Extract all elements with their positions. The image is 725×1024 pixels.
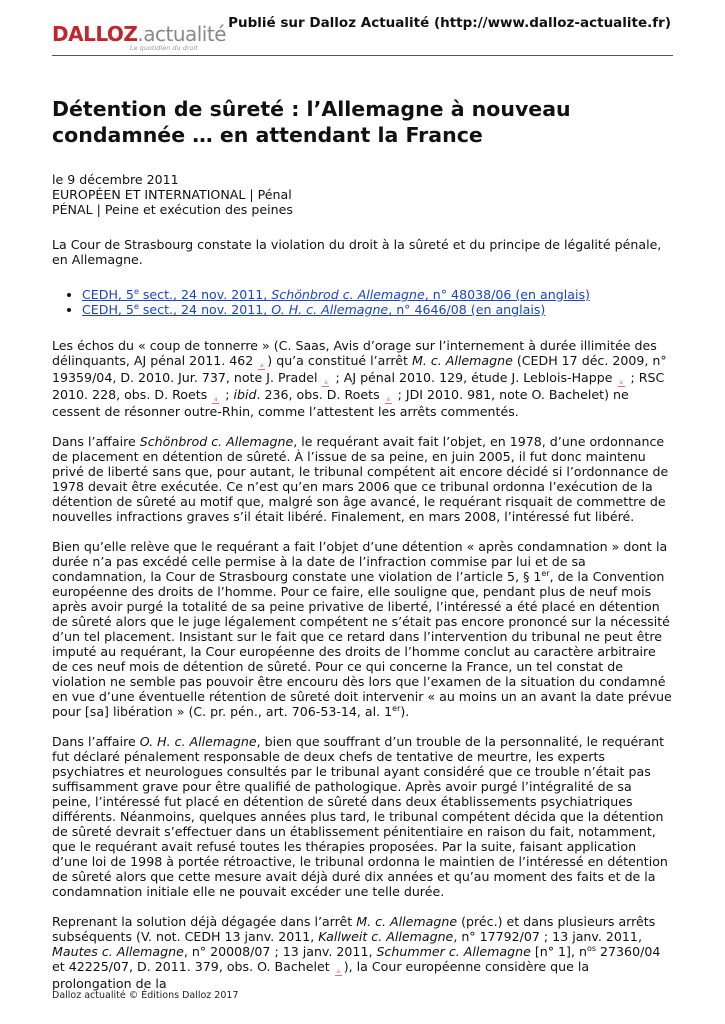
logo-wordmark: [52, 22, 226, 46]
footnote-link-icon[interactable]: a: [259, 362, 264, 369]
header-divider: [52, 55, 673, 56]
article-category-1: EUROPÉEN ET INTERNATIONAL | Pénal: [52, 187, 292, 202]
paragraph-2: Dans l’affaire Schönbrod c. Allemagne, le requérant avait fait l’objet, en 1978, d’une ordonnance de placement en détention de sûreté. À l’issue de sa peine, en juin 2005, il fut donc maintenu privé de liberté sans que, pour autant, le tribunal compétent ait encore décidé si l’ordonnance de 1978 devait être exécutée. Ce n’est qu’en mars 2006 que ce tribunal ordonna l’exécution de la détention de sûreté au motif que, malgré son âge avancé, le requérant risquait de commettre de nouvelles infractions graves s’il était libéré. Finalement, en mars 2008, l’intéressé fut libéré.: [52, 434, 669, 524]
page-footer: Dalloz actualité © Éditions Dalloz 2017: [52, 990, 239, 1001]
footnote-link-icon[interactable]: a: [386, 396, 390, 403]
logo-sub-text: .actualité: [137, 22, 227, 46]
paragraph-3: Bien qu’elle relève que le requérant a fait l’objet d’une détention « après condamnation » dont la durée n’a pas excédé celle permise à la date de l’infraction commise par lui et de sa condamnation, la Cour de Strasbourg constate une violation de l’article 5, § 1er, de la Convention européenne des droits de l’homme. Pour ce faire, elle souligne que, pendant plus de neuf mois après avoir purgé la totalité de sa peine privative de liberté, l’intéressé a été placé en détention de sûreté alors que le juge légalement compétent ne s’était pas encore prononcé sur la nécessité d’un tel placement. Insistant sur le fait que ce retard dans l’intervention du tribunal ne peut être imputé au requérant, la Cour européenne des droits de l’homme conclut au caractère arbitraire de ces neuf mois de détention de sûreté. Pour ce qui concerne la France, un tel constat de violation ne semble pas pouvoir être encouru dès lors que l’examen de la situation du condamné en vue d’une éventuelle rétention de sûreté doit intervenir « au moins un an avant la date prévue pour [sa] libération » (C. pr. pén., art. 706-53-14, al. 1er).: [52, 539, 672, 719]
source-link-item: [82, 302, 672, 317]
article-title: Détention de sûreté : l’Allemagne à nouveau condamnée … en attendant la France: [52, 97, 571, 147]
footnote-link-icon[interactable]: a: [324, 379, 328, 386]
footnote-link-icon[interactable]: a: [213, 396, 218, 403]
paragraph-4: Dans l’affaire O. H. c. Allemagne, bien que souffrant d’un trouble de la personnalité, le requérant fut déclaré pénalement responsable de deux chefs de tentative de meurtre, les experts psychiatres et neurologues consultés par le tribunal ayant considéré que ce trouble n’était pas suffisamment grave pour être qualifié de pathologique. Après avoir purgé l’intégralité de sa peine, l’intéressé fut placé en détention de sûreté dans deux établissements psychiatriques différents. Néanmoins, quelques années plus tard, le tribunal compétent décida que la détention de sûreté devrait s’effectuer dans un établissement pénitentiaire en raison du fait, notamment, que le requérant avait refusé toutes les thérapies proposées. Par la suite, faisant application d’une loi de 1998 à portée rétroactive, le tribunal ordonna le maintien de l’intéressé en détention de sûreté alors que cette mesure avait déjà duré dix années et qu’au moment des faits et de la condamnation initiale elle ne pouvait excéder une telle durée.: [52, 734, 668, 899]
article-meta: [52, 172, 672, 217]
footnote-link-icon[interactable]: a: [619, 379, 623, 386]
source-links: [52, 287, 672, 317]
paragraph-5: Reprenant la solution déjà dégagée dans l’arrêt M. c. Allemagne (préc.) et dans plusieurs arrêts subséquents (V. not. CEDH 13 janv. 2011, Kallweit c. Allemagne, n° 17792/07 ; 13 janv. 2011, Mautes c. Allemagne, n° 20008/07 ; 13 janv. 2011, Schummer c. Allemagne [n° 1], $n^{os}$ 27360/04 et 42225/07, D. 2011. 379, obs. O. Bachelet a ), la Cour européenne considère que la prolongation de la: [52, 914, 661, 991]
source-link-item: [82, 287, 672, 302]
source-link-oh[interactable]: CEDH, 5e sect., 24 nov. 2011, O. H. c. Allemagne, n° 4646/08 (en anglais): [82, 301, 546, 317]
page-header: [0, 0, 725, 60]
paragraph-1: Les échos du « coup de tonnerre » (C. Saas, Avis d’orage sur l’internement à durée illimitée des délinquants, AJ pénal 2011. 462 a ) qu’a constitué l’arrêt M. c. Allemagne (CEDH 17 déc. 2009, n° 19359/04, D. 2010. Jur. 737, note J. Pradel a ; AJ pénal 2010. 129, étude J. Leblois-Happe a ; RSC 2010. 228, obs. D. Roets a ; ibid. 236, obs. D. Roets a ; JDI 2010. 981, note O. Bachelet) ne cessent de résonner outre-Rhin, comme l’attestent les arrêts commentés.: [52, 338, 667, 419]
article-category-2: PÉNAL | Peine et exécution des peines: [52, 202, 293, 217]
dalloz-logo[interactable]: [52, 22, 242, 56]
source-link-schonbrod[interactable]: CEDH, 5e sect., 24 nov. 2011, Schönbrod c. Allemagne, n° 48038/06 (en anglais): [82, 286, 590, 302]
footnote-link-icon[interactable]: a: [336, 968, 341, 975]
article: [52, 96, 672, 1006]
article-date: le 9 décembre 2011: [52, 172, 179, 187]
logo-main-text: DALLOZ: [52, 22, 138, 46]
article-summary: La Cour de Strasbourg constate la violation du droit à la sûreté et du principe de légalité pénale, en Allemagne.: [52, 237, 662, 267]
published-source: Publié sur Dalloz Actualité (http://www.dalloz-actualite.fr): [228, 15, 671, 31]
logo-tagline: Le quotidien du droit: [130, 44, 198, 52]
